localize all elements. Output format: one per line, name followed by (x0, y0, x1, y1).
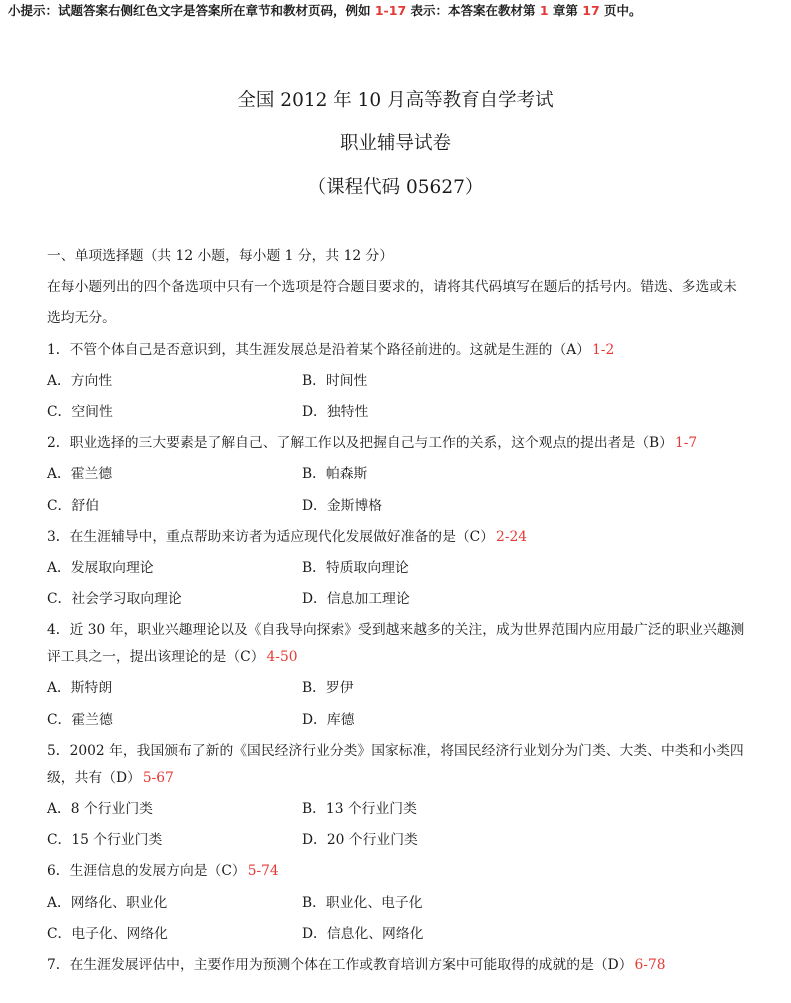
option-row (47, 554, 759, 585)
exam-subject: 职业辅导试卷 (339, 133, 451, 154)
option-c: C．霍兰德 (47, 711, 113, 728)
option-a: A．霍兰德 (47, 466, 113, 483)
hint-example-ref: 1-17 (374, 3, 407, 18)
answer-reference: 1-2 (592, 341, 615, 358)
answer-reference: 5-67 (142, 769, 174, 786)
option-row (47, 795, 759, 826)
option-d: D．库德 (302, 711, 355, 728)
exam-title: 全国 2012 年 10 月高等教育自学考试 (237, 90, 554, 111)
question-stem: 2．职业选择的三大要素是了解自己、了解工作以及把握自己与工作的关系，这个观点的提出者是（B） 1-7 (47, 435, 698, 452)
option-c: C．15 个行业门类 (47, 832, 163, 849)
question-stem: 7．在生涯发展评估中，主要作用为预测个体在工作或教育培训方案中可能取得的成就的是（D） 6-78 (47, 956, 666, 973)
hint-text: 章第 (548, 3, 583, 18)
option-c: C．电子化、网络化 (47, 925, 168, 942)
option-a: A．方向性 (47, 372, 113, 389)
option-row (47, 826, 759, 857)
option-b: B．13 个行业门类 (302, 801, 417, 817)
exam-content (47, 242, 759, 982)
question-stem: 5．2002 年，我国颁布了新的《国民经济行业分类》国家标准，将国民经济行业划分为门类、大类、中类和小类四 (47, 742, 744, 759)
option-row (47, 492, 759, 523)
hint-text: 表示：本答案在教材第 (406, 3, 540, 18)
option-d: D．独特性 (302, 403, 369, 420)
option-c: C．社会学习取向理论 (47, 591, 182, 608)
option-row (47, 920, 759, 951)
answer-reference: 6-78 (634, 956, 666, 973)
option-b: B．帕森斯 (302, 466, 368, 483)
answer-reference: 4-50 (266, 649, 298, 666)
option-d: D．金斯博格 (302, 497, 383, 514)
hint-bar (8, 2, 788, 20)
answer-reference: 1-7 (674, 435, 698, 452)
option-b: B．特质取向理论 (302, 559, 409, 576)
instructions-line: 选均无分。 (47, 310, 116, 327)
option-row (47, 460, 759, 491)
option-row (47, 674, 759, 705)
course-code: （课程代码 05627） (307, 177, 484, 198)
option-d: D．信息化、网络化 (302, 925, 424, 942)
hint-chapter: 1 (539, 3, 549, 18)
question-stem-continued: 评工具之一，提出该理论的是（C） 4-50 (47, 649, 298, 666)
option-a: A．斯特朗 (47, 680, 113, 697)
question-stem: 1．不管个体自己是否意识到，其生涯发展总是沿着某个路径前进的。这就是生涯的（A） 1-2 (47, 341, 615, 358)
option-a: A．网络化、职业化 (47, 894, 168, 911)
option-c: C．空间性 (47, 403, 113, 420)
hint-page: 17 (582, 3, 600, 18)
question-stem: 4．近 30 年，职业兴趣理论以及《自我导向探索》受到越来越多的关注，成为世界范围内应用最广泛的职业兴趣测 (47, 622, 745, 639)
option-a: A．8 个行业门类 (47, 801, 153, 817)
option-b: B．职业化、电子化 (302, 894, 423, 911)
option-row (47, 706, 759, 737)
option-row (47, 398, 759, 429)
hint-text: 小提示：试题答案右侧红色文字是答案所在章节和教材页码，例如 (8, 3, 375, 18)
option-c: C．舒伯 (47, 497, 99, 514)
answer-reference: 5-74 (247, 863, 279, 880)
option-b: B．罗伊 (302, 680, 354, 697)
option-a: A．发展取向理论 (47, 559, 154, 576)
option-d: D．20 个行业门类 (302, 832, 418, 849)
option-row (47, 367, 759, 398)
option-d: D．信息加工理论 (302, 591, 410, 608)
instructions-line: 在每小题列出的四个备选项中只有一个选项是符合题目要求的，请将其代码填写在题后的括号内。错选、多选或未 (47, 279, 737, 296)
question-stem: 3．在生涯辅导中，重点帮助来访者为适应现代化发展做好准备的是（C） 2-24 (47, 528, 528, 545)
option-b: B．时间性 (302, 372, 368, 389)
question-stem: 6．生涯信息的发展方向是（C） 5-74 (47, 863, 279, 880)
hint-text: 页中。 (599, 3, 642, 18)
section-heading: 一、单项选择题（共 12 小题，每小题 1 分，共 12 分） (47, 248, 394, 264)
question-stem-continued: 级，共有（D） 5-67 (47, 769, 174, 786)
option-row (47, 585, 759, 616)
answer-reference: 2-24 (496, 528, 528, 545)
option-row (47, 889, 759, 920)
